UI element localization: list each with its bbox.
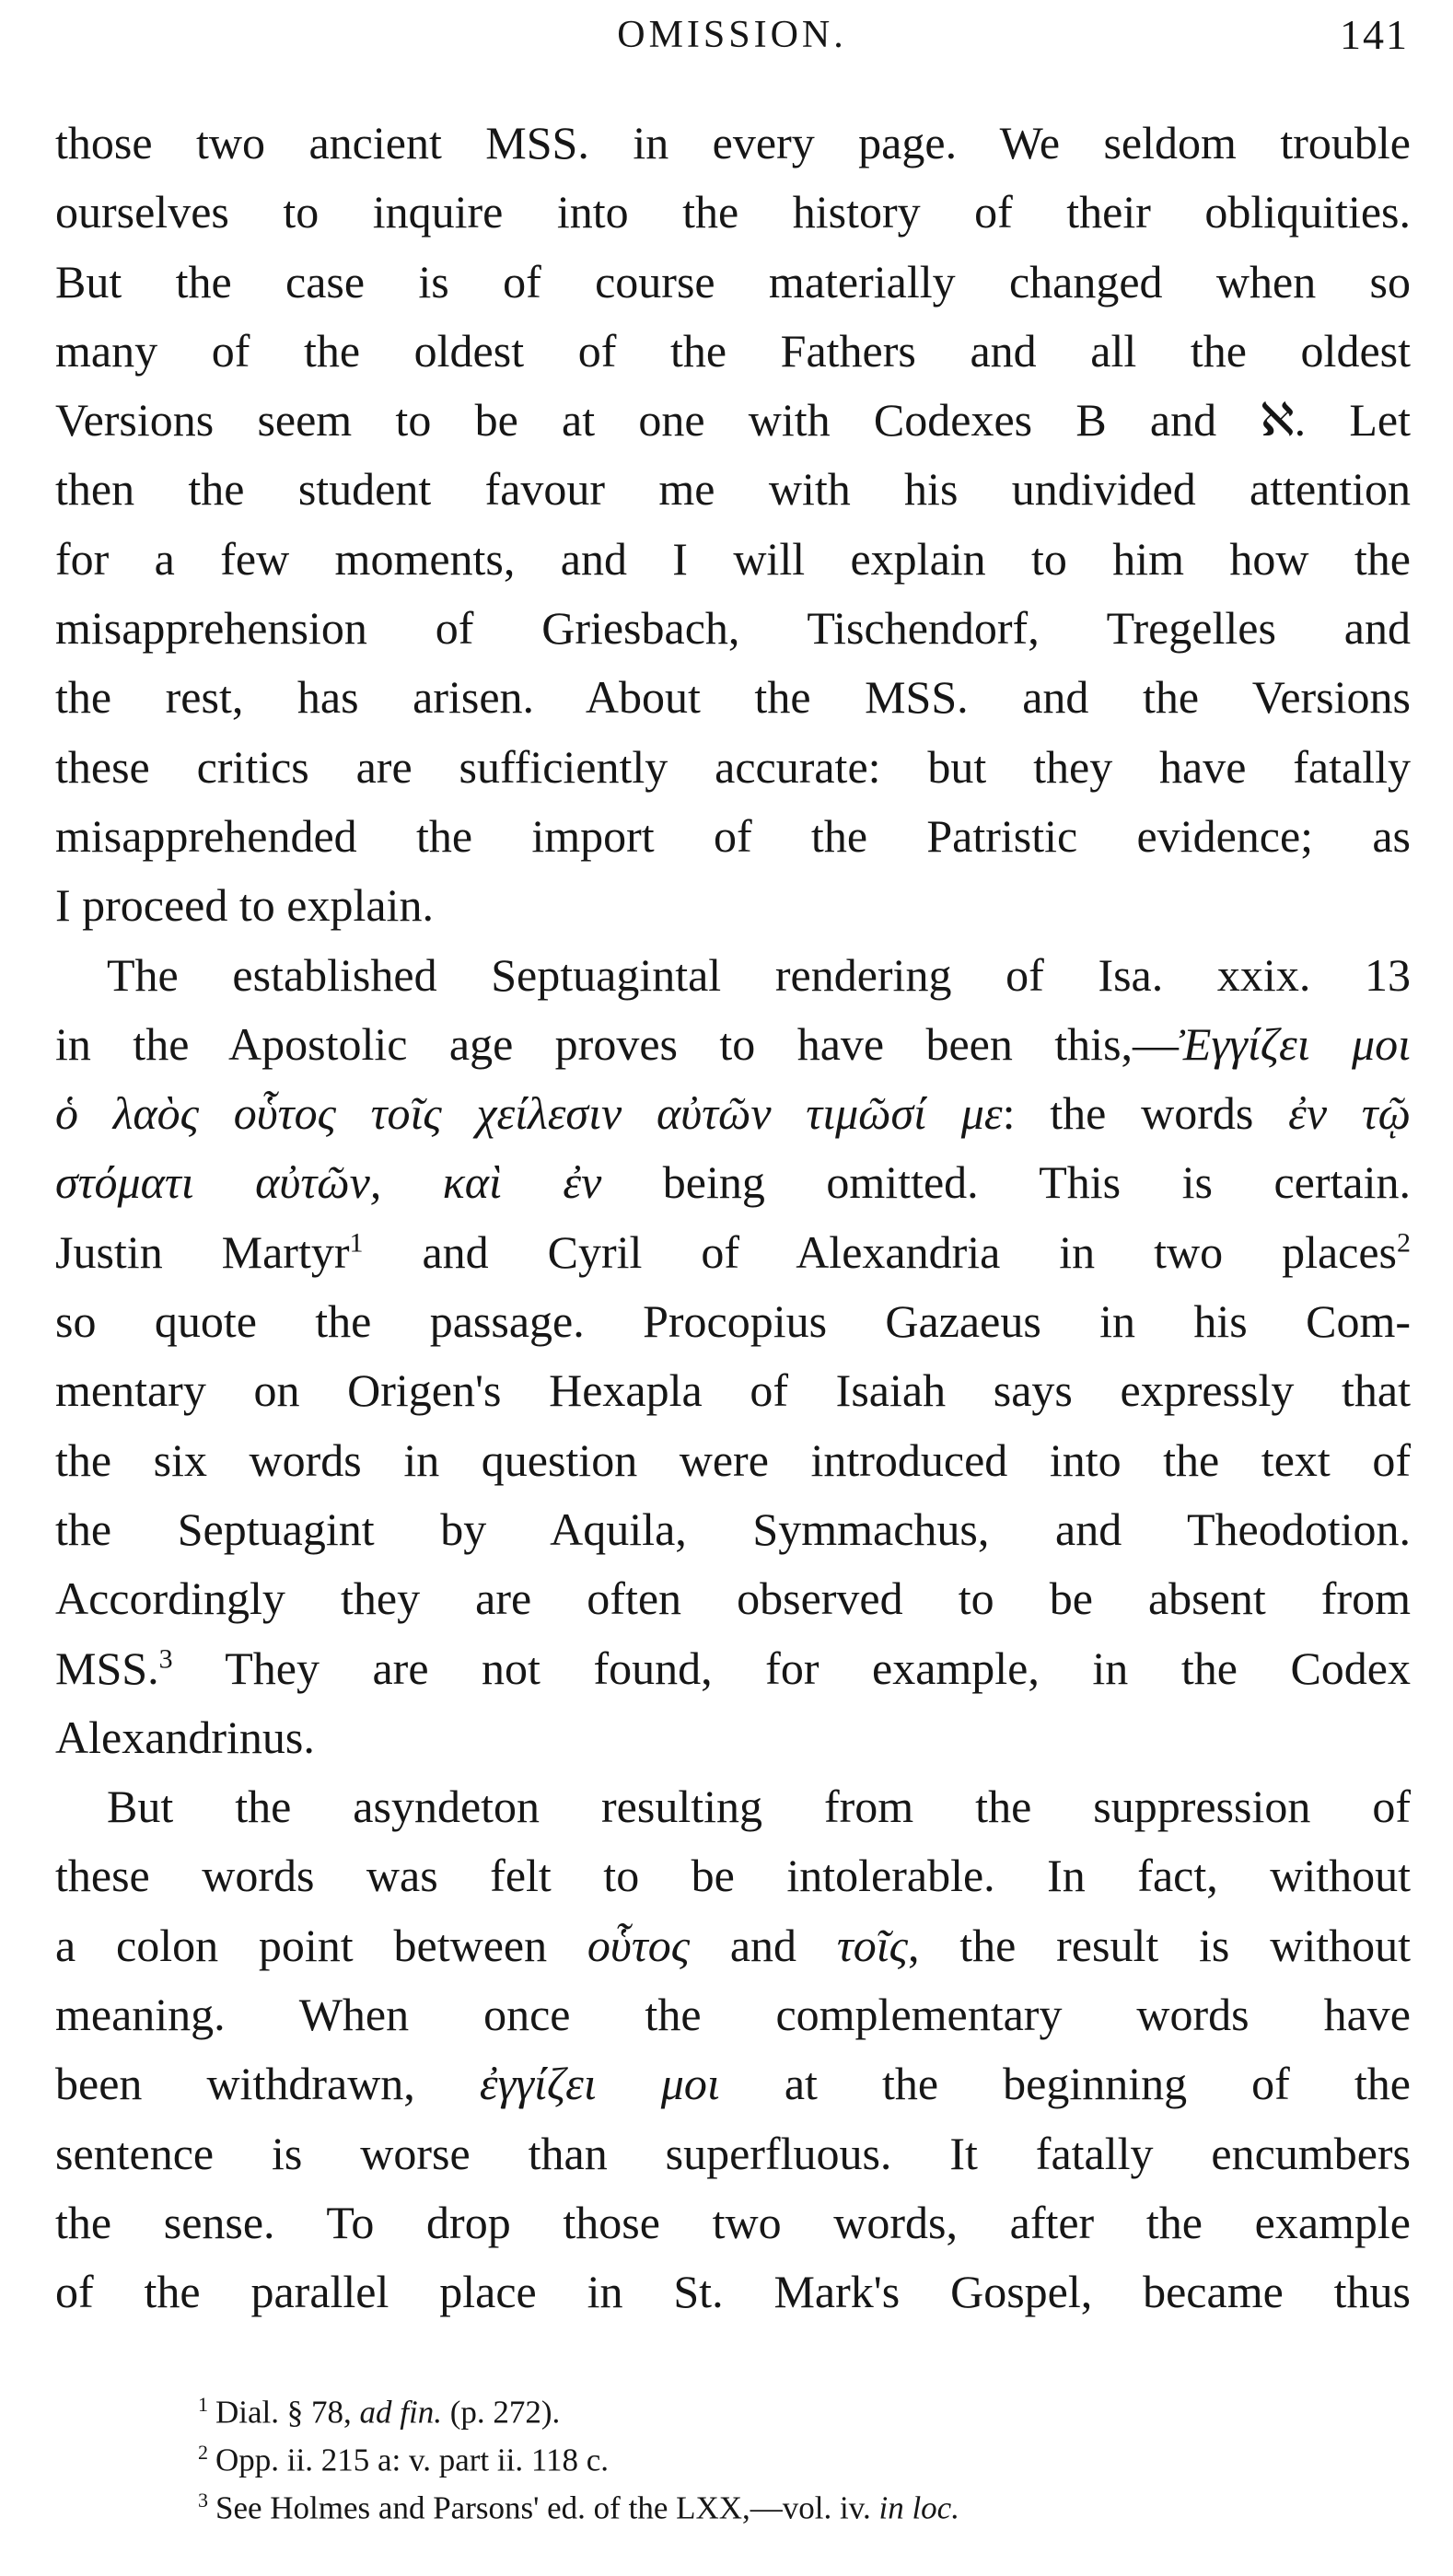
footnote-text: Dial. § 78,: [215, 2394, 360, 2431]
text-segment: being omitted. This is certain.: [601, 1156, 1411, 1209]
text-line: [55, 1356, 1411, 1425]
text-segment: a colon point between: [55, 1919, 587, 1971]
text-line: [55, 2119, 1411, 2188]
text-line: [55, 802, 1411, 871]
text-line: [55, 1079, 1411, 1148]
text-segment: the rest, has arisen. About the MSS. and the Versions: [55, 671, 1411, 724]
text-line: [55, 178, 1411, 247]
footnote-text: Opp. ii. 215 a: v. part ii. 118 c.: [215, 2442, 610, 2478]
footnote-text: in loc.: [878, 2489, 959, 2526]
text-line: [55, 1564, 1411, 1633]
text-line: [55, 1841, 1411, 1910]
footnote: [198, 2477, 1303, 2524]
text-segment: meaning. When once the complementary words have: [55, 1989, 1411, 2041]
text-line: [55, 1772, 1411, 1841]
greek-text: τοῖς: [836, 1919, 908, 1971]
body-text: [55, 109, 1411, 2327]
text-line: [55, 455, 1411, 524]
footnote-reference: 3: [158, 1642, 173, 1674]
text-line: [55, 109, 1411, 178]
text-line: [55, 941, 1411, 1010]
footnote-text: (p. 272).: [441, 2394, 561, 2431]
text-segment: Alexandrinus.: [55, 1711, 315, 1763]
text-line: [55, 317, 1411, 386]
text-line: [55, 1287, 1411, 1356]
text-line: [55, 1148, 1411, 1217]
text-line: [55, 2257, 1411, 2327]
greek-text: ἐγγίζει μοι: [479, 2058, 720, 2110]
footnote: [198, 2381, 1303, 2429]
footnote-mark: 2: [198, 2441, 208, 2464]
text-segment: these words was felt to be intolerable. In fact, without: [55, 1850, 1411, 1902]
page-number: 141: [1340, 11, 1409, 58]
greek-text: στόματι αὐτῶν, καὶ ἐν: [55, 1156, 602, 1209]
footnote: [198, 2429, 1303, 2477]
footnote-reference: 2: [1397, 1227, 1411, 1259]
text-segment: then the student favour me with his undivided attention: [55, 463, 1411, 516]
text-segment: Justin Martyr: [55, 1225, 350, 1278]
footnote-mark: 3: [198, 2489, 208, 2512]
running-title: OMISSION.: [617, 14, 847, 56]
text-line: [55, 1634, 1411, 1703]
text-segment: The established Septuagintal rendering of Isa. xxix. 13: [107, 948, 1411, 1001]
footnotes: [198, 2381, 1303, 2524]
text-segment: Accordingly they are often observed to be absent from: [55, 1572, 1411, 1625]
text-segment: misapprehension of Griesbach, Tischendorf, Tregelles and: [55, 602, 1411, 655]
text-line: [55, 594, 1411, 663]
text-segment: the Septuagint by Aquila, Symmachus, and Theodotion.: [55, 1503, 1411, 1555]
text-segment: and: [690, 1919, 837, 1971]
text-segment: those two ancient MSS. in every page. We seldom trouble: [55, 117, 1411, 168]
text-segment: They are not found, for example, in the Codex: [172, 1642, 1411, 1694]
text-line: [55, 663, 1411, 732]
text-segment: these critics are sufficiently accurate: but they have fatally: [55, 740, 1411, 793]
text-line: [55, 1010, 1411, 1079]
footnote-mark: 1: [198, 2393, 208, 2416]
text-segment: ourselves to inquire into the history of their obliquities.: [55, 186, 1411, 238]
text-line: [55, 733, 1411, 802]
text-line: [55, 871, 1411, 940]
greek-text: ὁ λαὸς οὗτος τοῖς χείλεσιν αὐτῶν τιμῶσί με: [55, 1087, 1003, 1140]
text-segment: the six words in question were introduced into the text of: [55, 1433, 1411, 1486]
text-segment: : the words: [1002, 1087, 1289, 1140]
text-segment: misapprehended the import of the Patristic evidence; as: [55, 809, 1411, 862]
text-line: [55, 2049, 1411, 2118]
text-segment: so quote the passage. Procopius Gazaeus in his Com-: [55, 1295, 1411, 1348]
text-segment: But the asyndeton resulting from the suppression of: [107, 1781, 1411, 1833]
text-segment: been withdrawn,: [55, 2058, 480, 2110]
text-line: [55, 1911, 1411, 1980]
text-segment: for a few moments, and I will explain to him how the: [55, 532, 1411, 585]
text-line: [55, 1495, 1411, 1564]
text-segment: many of the oldest of the Fathers and all the oldest: [55, 324, 1411, 377]
text-segment: mentary on Origen's Hexapla of Isaiah says expressly that: [55, 1364, 1411, 1417]
text-line: [55, 2188, 1411, 2257]
text-segment: Versions seem to be at one with Codexes B and ℵ. Let: [55, 394, 1411, 447]
footnote-text: ad fin.: [359, 2394, 442, 2431]
text-line: [55, 248, 1411, 317]
text-line: [55, 1980, 1411, 2049]
text-segment: MSS.: [55, 1642, 159, 1694]
greek-text: οὗτος: [587, 1919, 691, 1971]
text-segment: I proceed to explain.: [55, 879, 434, 932]
footnote-text: See Holmes and Parsons' ed. of the LXX,—vol. iv.: [215, 2489, 879, 2526]
running-head: [55, 7, 1409, 63]
text-segment: of the parallel place in St. Mark's Gospel, became thus: [55, 2266, 1411, 2318]
text-segment: , the result is without: [907, 1919, 1411, 1971]
text-segment: But the case is of course materially changed when so: [55, 255, 1411, 307]
text-segment: and Cyril of Alexandria in two places: [363, 1225, 1397, 1278]
text-line: [55, 386, 1411, 455]
text-segment: in the Apostolic age proves to have been this,—: [55, 1017, 1180, 1070]
greek-text: ἐν τῷ: [1288, 1087, 1411, 1140]
text-segment: the sense. To drop those two words, after the example: [55, 2196, 1411, 2248]
greek-text: Ἐγγίζει μοι: [1179, 1017, 1411, 1070]
text-line: [55, 1703, 1411, 1772]
text-segment: at the beginning of the: [719, 2058, 1411, 2110]
footnote-reference: 1: [349, 1227, 364, 1259]
text-line: [55, 525, 1411, 594]
text-segment: sentence is worse than superfluous. It fatally encumbers: [55, 2127, 1411, 2179]
text-line: [55, 1426, 1411, 1495]
text-line: [55, 1218, 1411, 1287]
